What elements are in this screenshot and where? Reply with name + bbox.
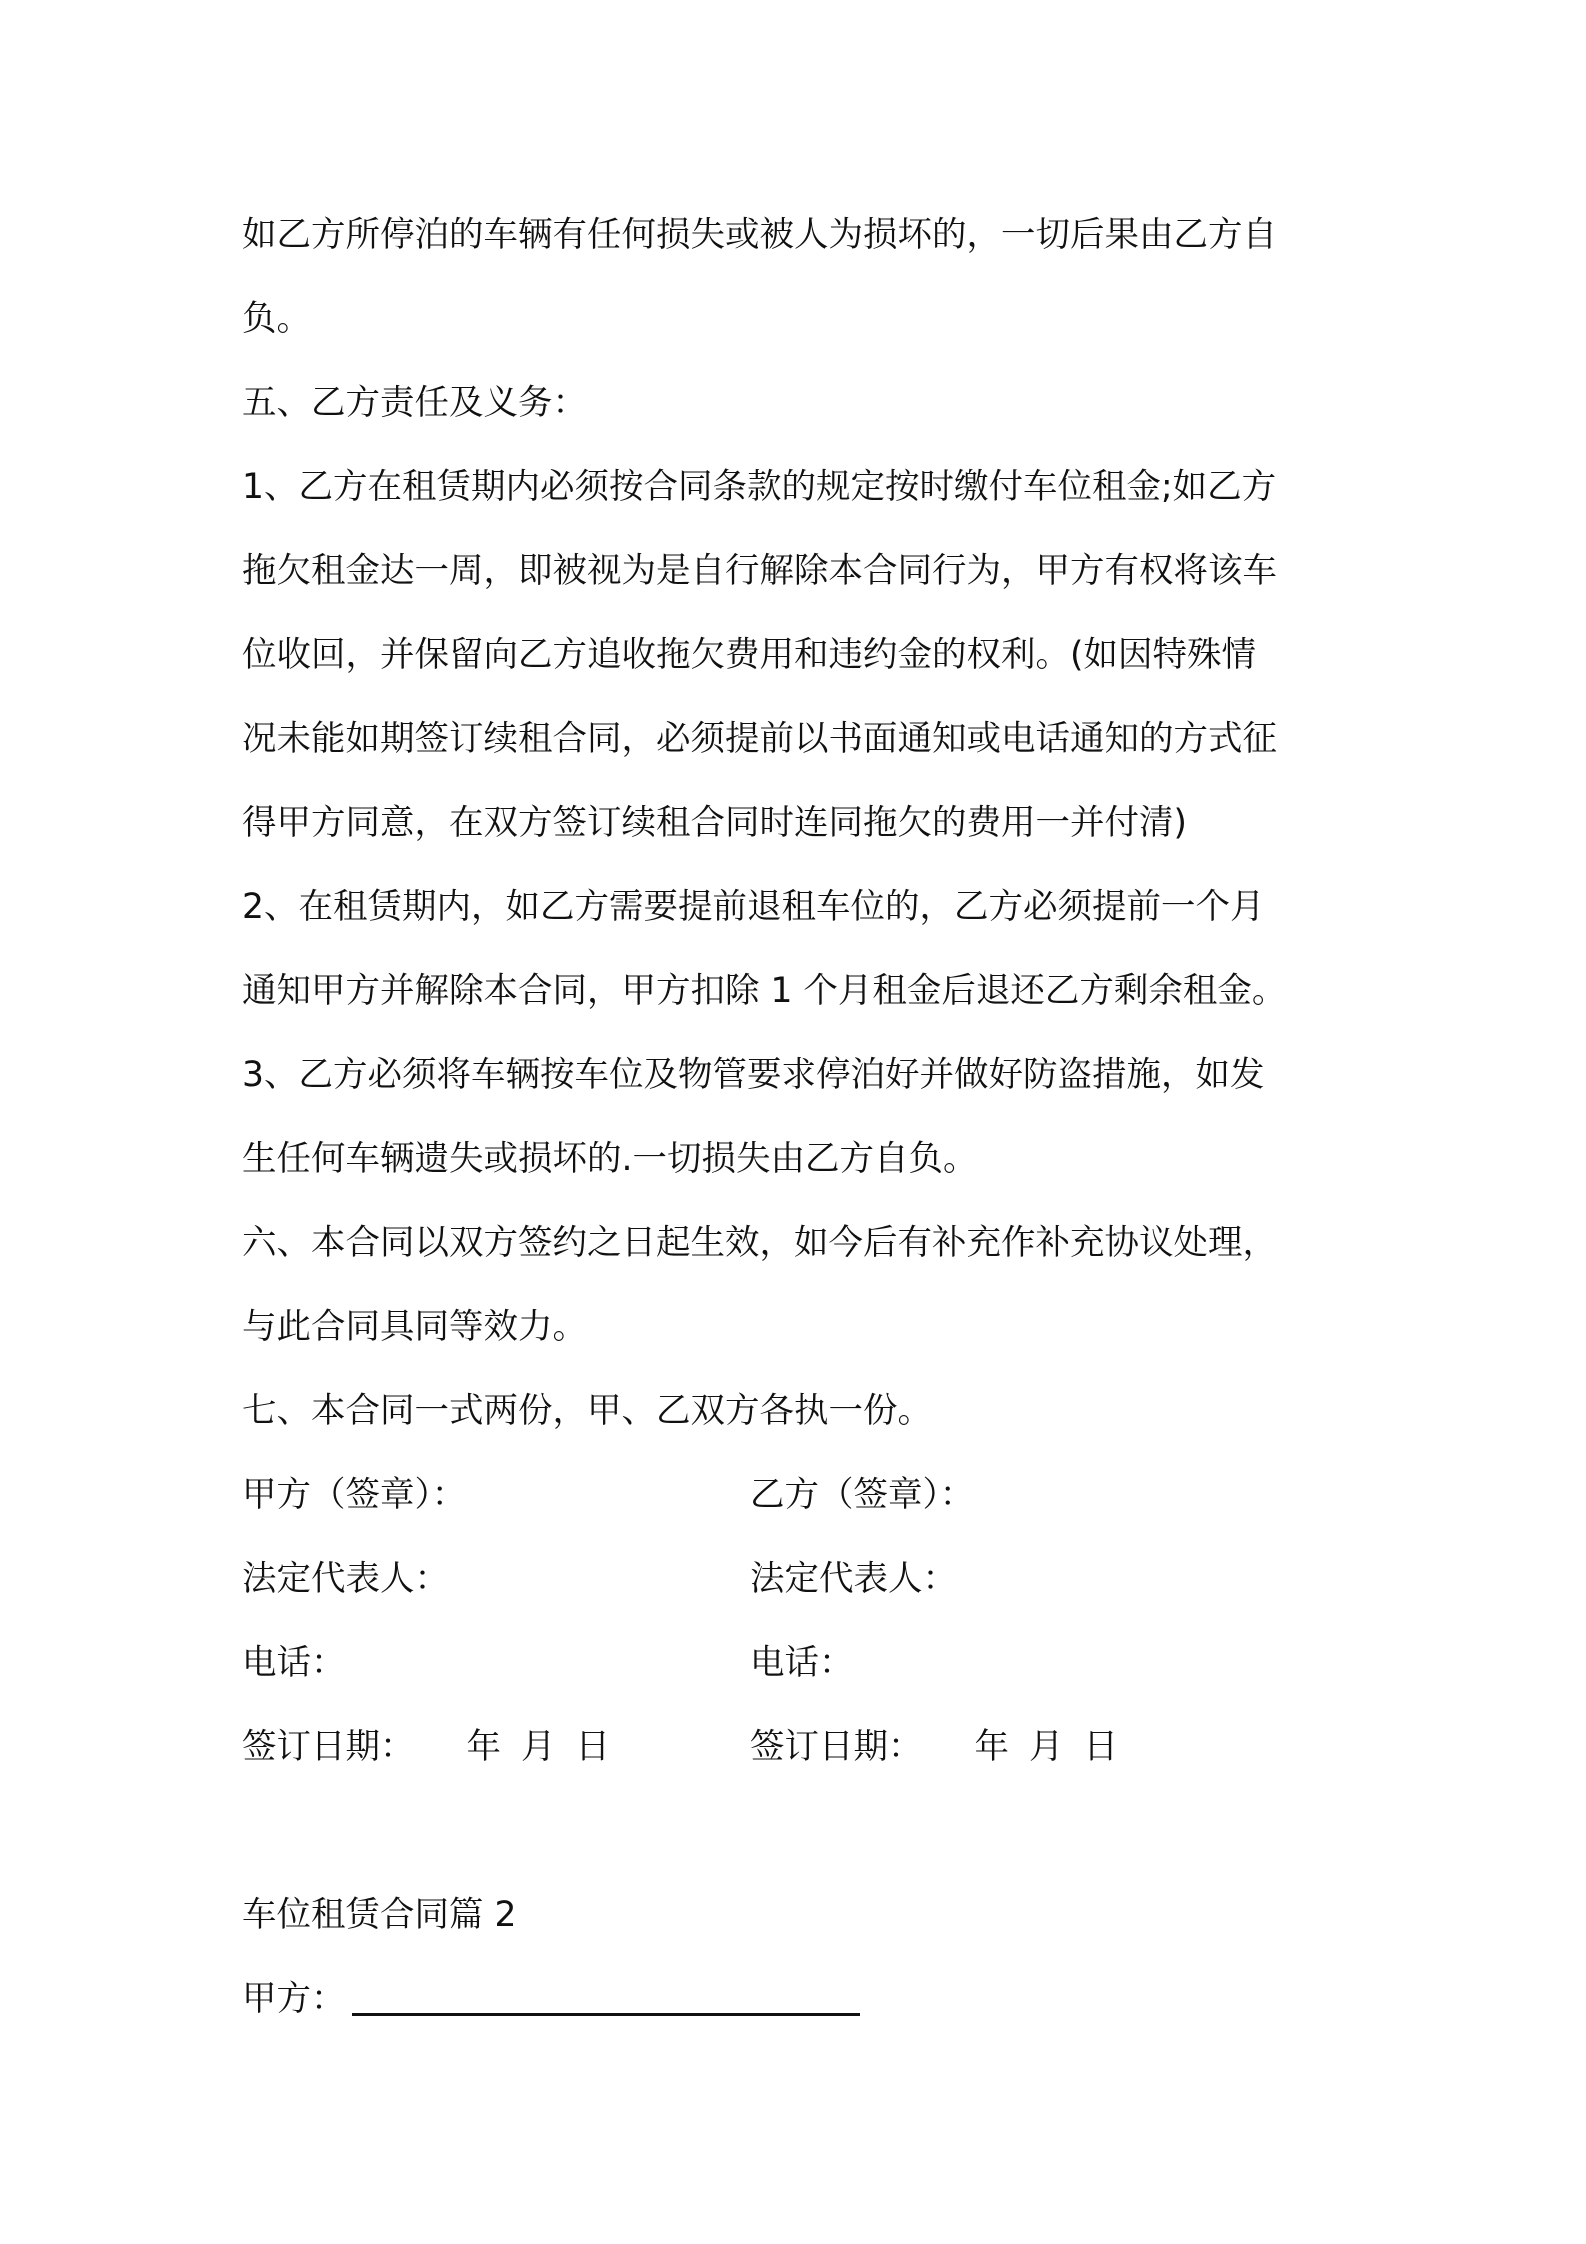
paragraph-line: 与此合同具同等效力。 <box>242 1307 587 1347</box>
paragraph-line: 生任何车辆遗失或损坏的.一切损失由乙方自负。 <box>242 1139 978 1179</box>
document-body <box>242 193 1362 2041</box>
paragraph-line: 得甲方同意，在双方签订续租合同时连同拖欠的费用一并付清) <box>242 803 1187 843</box>
party-b-phone-label: 电话： <box>750 1643 854 1683</box>
party-b-representative-label: 法定代表人： <box>750 1559 957 1599</box>
party-b-date <box>750 1705 1118 1789</box>
signature-row-phone <box>242 1621 1362 1705</box>
paragraph-line: 3、乙方必须将车辆按车位及物管要求停泊好并做好防盗措施，如发 <box>242 1055 1265 1095</box>
paragraph-line: 如乙方所停泊的车辆有任何损失或被人为损坏的，一切后果由乙方自 <box>242 215 1277 255</box>
party-a-date-year: 年 <box>466 1727 501 1767</box>
section-heading-5: 五、乙方责任及义务： <box>242 383 587 423</box>
section-2-party-a <box>242 1957 1362 2041</box>
section-2-title: 车位租赁合同篇 2 <box>242 1895 517 1935</box>
signature-row-seal <box>242 1453 1362 1537</box>
signature-row-representative <box>242 1537 1362 1621</box>
section-heading-7: 七、本合同一式两份，甲、乙双方各执一份。 <box>242 1391 932 1431</box>
party-a-date-month: 月 <box>521 1727 556 1767</box>
party-a-representative-label: 法定代表人： <box>242 1559 449 1599</box>
paragraph-line: 1、乙方在租赁期内必须按合同条款的规定按时缴付车位租金;如乙方 <box>242 467 1277 507</box>
party-b-date-year: 年 <box>974 1727 1009 1767</box>
party-a-date <box>242 1705 610 1789</box>
party-b-date-month: 月 <box>1029 1727 1064 1767</box>
paragraph-line: 2、在租赁期内，如乙方需要提前退租车位的，乙方必须提前一个月 <box>242 887 1265 927</box>
section-2-party-a-label: 甲方： <box>242 1979 346 2019</box>
paragraph-line: 况未能如期签订续租合同，必须提前以书面通知或电话通知的方式征 <box>242 719 1277 759</box>
section-heading-6: 六、本合同以双方签约之日起生效，如今后有补充作补充协议处理， <box>242 1223 1277 1263</box>
blank-spacer <box>242 1789 1362 1873</box>
signature-row-date <box>242 1705 1362 1789</box>
party-b-seal-label: 乙方（签章）： <box>750 1475 975 1515</box>
party-a-date-day: 日 <box>575 1727 610 1767</box>
party-a-seal-label: 甲方（签章）： <box>242 1475 467 1515</box>
paragraph-line: 通知甲方并解除本合同，甲方扣除 1 个月租金后退还乙方剩余租金。 <box>242 971 1287 1011</box>
party-a-date-label: 签订日期： <box>242 1727 415 1767</box>
paragraph-line: 拖欠租金达一周，即被视为是自行解除本合同行为，甲方有权将该车 <box>242 551 1277 591</box>
party-a-fill-in-line <box>352 1981 860 2016</box>
party-a-phone-label: 电话： <box>242 1643 346 1683</box>
paragraph-line: 位收回，并保留向乙方追收拖欠费用和违约金的权利。(如因特殊情 <box>242 635 1256 675</box>
party-b-date-label: 签订日期： <box>750 1727 923 1767</box>
paragraph-line: 负。 <box>242 299 311 339</box>
party-b-date-day: 日 <box>1083 1727 1118 1767</box>
